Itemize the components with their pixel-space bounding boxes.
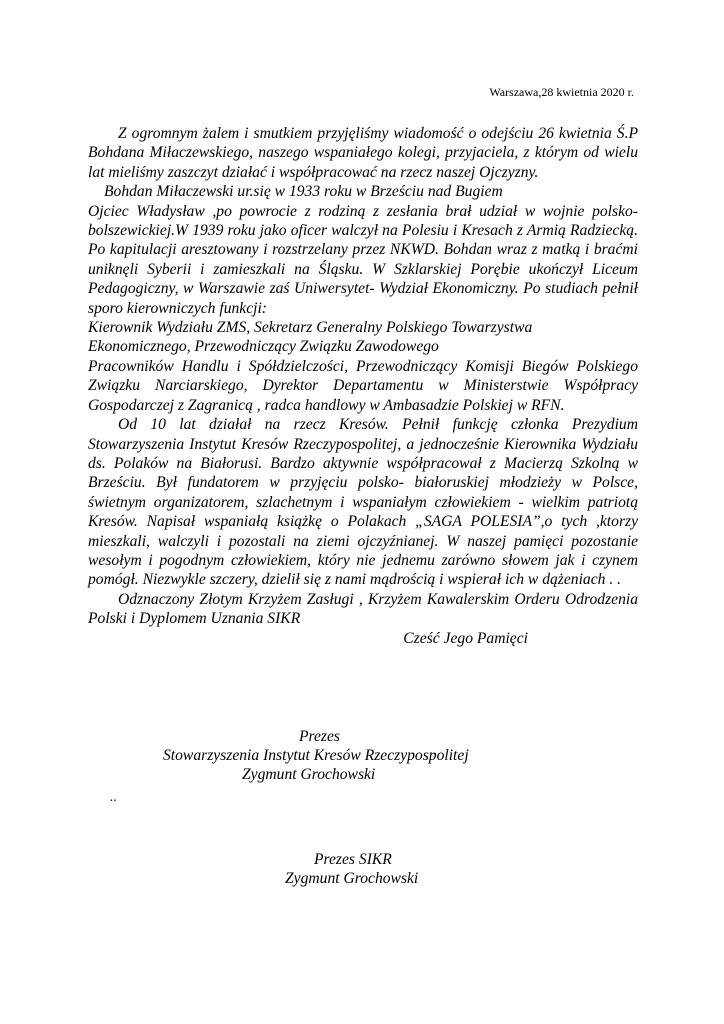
paragraph-awards: Odznaczony Złotym Krzyżem Zasługi , Krzyżem Kawalerskim Orderu Odrodzenia Polski i Dyplomem Uznania SIKR xyxy=(88,590,638,628)
signature2-title: Prezes SIKR xyxy=(314,851,392,868)
signature1-name: Zygmunt Grochowski xyxy=(242,766,376,783)
ellipsis-marks: .. xyxy=(110,790,117,805)
paragraph-functions-line2: Ekonomicznego, Przewodniczący Związku Zawodowego xyxy=(88,338,439,356)
signature1-title: Prezes xyxy=(299,728,340,745)
signature2-name: Zygmunt Grochowski xyxy=(285,870,419,887)
date-line: Warszawa,28 kwietnia 2020 r. xyxy=(489,85,634,99)
letter-body xyxy=(88,124,638,648)
paragraph-functions-line1: Kierownik Wydziału ZMS, Sekretarz Generalny Polskiego Towarzystwa xyxy=(88,319,533,337)
paragraph-father: Ojciec Władysław ,po powrocie z rodziną z zesłania brał udział w wojnie polsko-bolszewickiej.W 1939 roku jako oficer walczył na Polesiu i Kresach z Armią Radziecką. Po kapitulacji aresztowany i rozstrzelany przez NKWD. Bohdan wraz z matką i braćmi uniknęli Syberii i zamieszkali na Śląsku. W Szklarskiej Porębie ukończył Liceum Pedagogiczny, w Warszawie zaś Uniwersytet- Wydział Ekonomiczny. Po studiach pełnił sporo kierowniczych funkcji: xyxy=(88,202,638,317)
closing-line: Cześć Jego Pamięci xyxy=(403,629,528,647)
paragraph-birth: Bohdan Miłaczewski ur.się w 1933 roku w Brześciu nad Bugiem xyxy=(104,183,503,201)
signature1-organization: Stowarzyszenia Instytut Kresów Rzeczypospolitej xyxy=(163,747,469,764)
paragraph-condolence: Z ogromnym żalem i smutkiem przyjęliśmy wiadomość o odejściu 26 kwietnia Ś.P Bohdana Miłaczewskiego, naszego wspaniałego kolegi, przyjaciela, z którym od wielu lat mieliśmy zaszczyt działać i współpracować na rzecz naszej Ojczyzny. xyxy=(88,125,638,181)
paragraph-kresy: Od 10 lat działał na rzecz Kresów. Pełnił funkcję członka Prezydium Stowarzyszenia Instytut Kresów Rzeczypospolitej, a jednocześnie Kierownika Wydziału ds. Polaków na Białorusi. Bardzo aktywnie współpracował z Macierzą Szkolną w Brześciu. Był fundatorem w przyjęciu polsko- białoruskiej młodzieży w Polsce, świetnym organizatorem, szlachetnym i wspaniałym człowiekiem - wielkim patriotą Kresów. Napisał wspaniałą książkę o Polakach „SAGA POLESIA”,o tych ,ktorzy mieszkali, walczyli i pozostali na ziemi ojczyźnianej. W naszej pamięci pozostanie wesołym i pogodnym człowiekiem, który nie jednemu zarówno słowem jak i czynem pomógł. Niezwykle szczery, dzielił się z nami mądrością i wspierał ich w dążeniach . . xyxy=(88,416,638,589)
paragraph-positions: Pracowników Handlu i Spółdzielczości, Przewodniczący Komisji Biegów Polskiego Związku Narciarskiego, Dyrektor Departamentu w Ministerstwie Współpracy Gospodarczej z Zagranicą , radca handlowy w Ambasadzie Polskiej w RFN. xyxy=(88,357,638,414)
